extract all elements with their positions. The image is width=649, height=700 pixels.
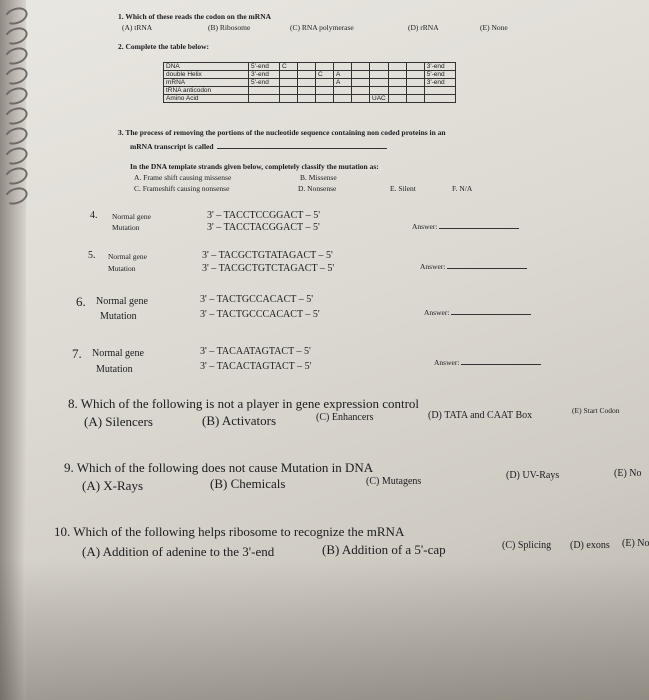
- question-3-text-2: mRNA transcript is called: [130, 142, 214, 151]
- q1-option-b: (B) Ribosome: [208, 23, 251, 32]
- dna-cell[interactable]: [352, 95, 370, 103]
- q10-option-b: (B) Addition of a 5'-cap: [322, 542, 446, 557]
- dna-cell[interactable]: [370, 79, 389, 87]
- dna-row-end-right: [424, 95, 455, 103]
- binding-ring-icon: [2, 84, 30, 107]
- mutation-q7-normal-label: Normal gene: [92, 348, 144, 359]
- dna-row-end-right: 5'-end: [424, 71, 455, 79]
- question-1-text: 1. Which of these reads the codon on the mRNA: [118, 12, 272, 21]
- dna-table-row: [164, 63, 456, 71]
- dna-cell[interactable]: [388, 79, 406, 87]
- binding-ring-icon: [2, 164, 30, 187]
- mutation-q4-normal-label: Normal gene: [112, 212, 151, 221]
- dna-cell[interactable]: [388, 63, 406, 71]
- dna-cell[interactable]: [316, 87, 334, 95]
- dna-cell[interactable]: [388, 95, 406, 103]
- dna-table-row: [164, 95, 456, 103]
- dna-cell[interactable]: [352, 63, 370, 71]
- dna-row-end-right: [424, 87, 455, 95]
- dna-row-end: 3'-end: [249, 71, 280, 79]
- q10-option-c: (C) Splicing: [502, 540, 552, 551]
- dna-cell[interactable]: [406, 79, 424, 87]
- mutation-q7-mutation-label: Mutation: [96, 364, 133, 375]
- q9-option-b: (B) Chemicals: [210, 476, 286, 491]
- mutation-q7-normal-seq: 3' – TACAATAGTACT – 5': [200, 346, 311, 357]
- q9-option-c: (C) Mutagens: [366, 476, 422, 487]
- option-b-label: B. Missense: [300, 173, 337, 182]
- question-8-text: 8. Which of the following is not a player in gene expression control: [68, 396, 420, 411]
- q8-option-d: (D) TATA and CAAT Box: [428, 410, 533, 421]
- binding-ring-icon: [2, 184, 30, 207]
- worksheet-page: [30, 0, 649, 700]
- dna-row-label: Amino Acid: [164, 95, 249, 103]
- dna-row-end: [249, 87, 280, 95]
- q8-option-e: (E) Start Codon: [572, 406, 620, 415]
- answer-label: Answer:: [434, 358, 460, 367]
- question-2-text: 2. Complete the table below:: [118, 42, 210, 51]
- mutation-q4-mutation-seq: 3' – TACCTACGGACT – 5': [207, 222, 320, 233]
- question-3-text: 3. The process of removing the portions of the nucleotide sequence containing non coded proteins in an: [118, 128, 446, 137]
- option-c-label: C. Frameshift causing nonsense: [134, 184, 230, 193]
- dna-cell[interactable]: [298, 79, 316, 87]
- dna-cell[interactable]: A: [334, 71, 352, 79]
- dna-cell[interactable]: [334, 95, 352, 103]
- question-3-text-cont: [130, 138, 387, 151]
- mutation-instructions: In the DNA template strands given below, completely classify the mutation as:: [130, 162, 379, 171]
- question-9-text: 9. Which of the following does not cause Mutation in DNA: [64, 460, 374, 475]
- dna-cell[interactable]: [316, 63, 334, 71]
- q9-option-e: (E) No: [614, 468, 642, 479]
- binding-ring-icon: [2, 44, 30, 67]
- dna-table-row: [164, 87, 456, 95]
- dna-cell[interactable]: [280, 95, 298, 103]
- option-e-label: E. Silent: [390, 184, 416, 193]
- dna-cell[interactable]: [406, 87, 424, 95]
- mutation-q5-num: 5.: [88, 250, 96, 261]
- mutation-q7-answer: [434, 354, 541, 367]
- dna-cell[interactable]: [316, 79, 334, 87]
- dna-row-end: 5'-end: [249, 79, 280, 87]
- mutation-q4-num: 4.: [90, 210, 98, 221]
- mutation-q5-answer: [420, 258, 527, 271]
- q7-answer-line[interactable]: [461, 354, 541, 365]
- dna-cell[interactable]: [280, 71, 298, 79]
- mutation-q6-answer: [424, 304, 531, 317]
- q1-option-e: (E) None: [480, 23, 508, 32]
- option-a-label: A. Frame shift causing missense: [134, 173, 232, 182]
- spiral-binding: [0, 0, 26, 700]
- mutation-q5-mutation-seq: 3' – TACGCTGTCTAGACT – 5': [202, 263, 335, 274]
- binding-ring-icon: [2, 104, 30, 127]
- dna-cell[interactable]: [298, 63, 316, 71]
- q10-option-a: (A) Addition of adenine to the 3'-end: [82, 544, 275, 559]
- dna-cell[interactable]: [316, 95, 334, 103]
- mutation-q4-mutation-label: Mutation: [112, 223, 140, 232]
- dna-row-label: double Helix: [164, 71, 249, 79]
- mutation-q6-normal-label: Normal gene: [96, 296, 148, 307]
- binding-ring-icon: [2, 144, 30, 167]
- dna-row-label: mRNA: [164, 79, 249, 87]
- mutation-q5-normal-label: Normal gene: [108, 252, 147, 261]
- dna-row-end: [249, 95, 280, 103]
- dna-cell[interactable]: [388, 71, 406, 79]
- q3-answer-line[interactable]: [217, 138, 387, 149]
- dna-cell[interactable]: A: [334, 79, 352, 87]
- mutation-q6-mutation-seq: 3' – TACTGCCCACACT – 5': [200, 309, 320, 320]
- binding-ring-icon: [2, 124, 30, 147]
- mutation-q7-num: 7.: [72, 346, 82, 361]
- answer-label: Answer:: [424, 308, 450, 317]
- dna-cell[interactable]: [280, 79, 298, 87]
- dna-cell[interactable]: [406, 71, 424, 79]
- dna-cell[interactable]: UAC: [370, 95, 389, 103]
- q10-option-d: (D) exons: [570, 540, 610, 551]
- dna-cell[interactable]: [298, 71, 316, 79]
- mutation-q5-mutation-label: Mutation: [108, 264, 136, 273]
- q8-option-a: (A) Silencers: [84, 414, 153, 429]
- dna-row-label: DNA: [164, 63, 249, 71]
- dna-cell[interactable]: C: [280, 63, 298, 71]
- dna-cell[interactable]: [406, 63, 424, 71]
- dna-row-end-right: 3'-end: [424, 63, 455, 71]
- dna-cell[interactable]: C: [316, 71, 334, 79]
- dna-cell[interactable]: [370, 87, 389, 95]
- mutation-q4-answer: [412, 218, 519, 231]
- dna-cell[interactable]: [280, 87, 298, 95]
- binding-ring-icon: [2, 24, 30, 47]
- q8-option-b: (B) Activators: [202, 413, 277, 428]
- dna-cell[interactable]: [388, 87, 406, 95]
- dna-row-end: 5'-end: [249, 63, 280, 71]
- dna-row-label: tRNA anticodon: [164, 87, 249, 95]
- binding-ring-icon: [2, 64, 30, 87]
- question-10-text: 10. Which of the following helps ribosome to recognize the mRNA: [54, 524, 405, 539]
- answer-label: Answer:: [412, 222, 438, 231]
- mutation-q6-num: 6.: [76, 294, 86, 309]
- q1-option-c: (C) RNA polymerase: [290, 23, 354, 32]
- q9-option-d: (D) UV-Rays: [506, 470, 560, 481]
- mutation-q6-normal-seq: 3' – TACTGCCACACT – 5': [200, 294, 314, 305]
- dna-table-row: [164, 71, 456, 79]
- mutation-q4-normal-seq: 3' – TACCTCCGGACT – 5': [207, 210, 321, 221]
- dna-cell[interactable]: [334, 87, 352, 95]
- answer-label: Answer:: [420, 262, 446, 271]
- dna-cell[interactable]: [370, 63, 389, 71]
- dna-row-end-right: 3'-end: [424, 79, 455, 87]
- mutation-q6-mutation-label: Mutation: [100, 311, 137, 322]
- q8-option-c: (C) Enhancers: [316, 412, 374, 423]
- option-f-label: F. N/A: [452, 184, 473, 193]
- dna-table: [163, 62, 456, 103]
- mutation-q5-normal-seq: 3' – TACGCTGTATAGACT – 5': [202, 250, 333, 261]
- dna-cell[interactable]: [298, 95, 316, 103]
- mutation-q7-mutation-seq: 3' – TACACTAGTACT – 5': [200, 361, 312, 372]
- dna-cell[interactable]: [334, 63, 352, 71]
- dna-cell[interactable]: [352, 79, 370, 87]
- q9-option-a: (A) X-Rays: [82, 478, 144, 493]
- dna-cell[interactable]: [370, 71, 389, 79]
- dna-cell[interactable]: [352, 71, 370, 79]
- dna-table-row: [164, 79, 456, 87]
- dna-cell[interactable]: [406, 95, 424, 103]
- q4-answer-line[interactable]: [439, 218, 519, 229]
- q10-option-e: (E) No: [622, 538, 649, 549]
- q6-answer-line[interactable]: [451, 304, 531, 315]
- dna-cell[interactable]: [298, 87, 316, 95]
- binding-ring-icon: [2, 4, 30, 27]
- option-d-label: D. Nonsense: [298, 184, 337, 193]
- dna-cell[interactable]: [352, 87, 370, 95]
- q5-answer-line[interactable]: [447, 258, 527, 269]
- q1-option-d: (D) rRNA: [408, 23, 439, 32]
- q1-option-a: (A) tRNA: [122, 23, 153, 32]
